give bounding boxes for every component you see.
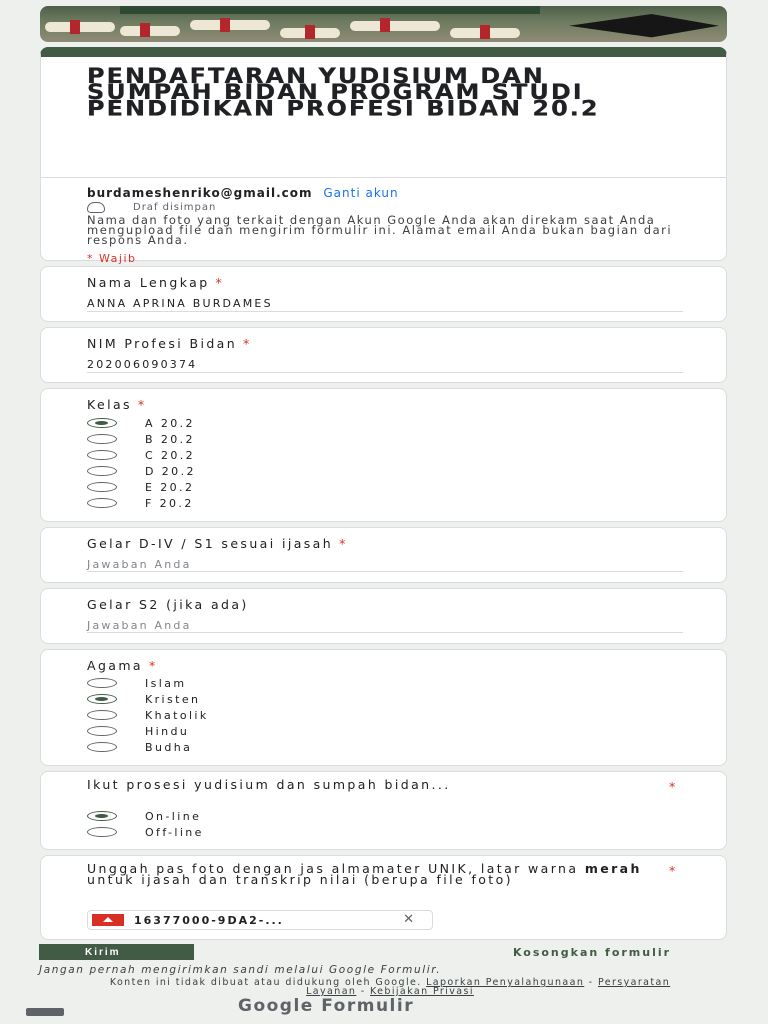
question-kelas: Kelas * A 20.2 B 20.2 C 20.2 D 20.2 E 20.2 F 20.2 bbox=[40, 388, 727, 522]
privacy-notice: Nama dan foto yang terkait dengan Akun Google Anda akan direkam saat Anda mengupload file dan mengirim formulir ini. Alamat email Anda bukan bagian dari respons Anda. bbox=[87, 213, 673, 247]
required-note: * Wajib bbox=[87, 252, 137, 265]
agama-option[interactable]: Kristen bbox=[87, 692, 200, 706]
question-gelar-s2: Gelar S2 (jika ada) Jawaban Anda bbox=[40, 588, 727, 644]
report-icon[interactable] bbox=[26, 1008, 64, 1016]
radio-button[interactable] bbox=[87, 434, 117, 444]
graduation-cap-icon bbox=[569, 14, 719, 40]
gelar-s2-input[interactable]: Jawaban Anda bbox=[87, 619, 192, 632]
password-warning: Jangan pernah mengirimkan sandi melalui Google Formulir. bbox=[39, 964, 442, 976]
nim-input[interactable]: 202006090374 bbox=[87, 358, 198, 371]
agama-option[interactable]: Hindu bbox=[87, 724, 189, 738]
prosesi-option[interactable]: Off-line bbox=[87, 825, 204, 839]
close-icon[interactable]: ✕ bbox=[403, 912, 414, 927]
kelas-option[interactable]: C 20.2 bbox=[87, 448, 195, 462]
cloud-icon bbox=[87, 202, 105, 213]
question-nim: NIM Profesi Bidan * 202006090374 bbox=[40, 327, 727, 383]
question-gelar-s1: Gelar D-IV / S1 sesuai ijasah * Jawaban Anda bbox=[40, 527, 727, 583]
radio-button[interactable] bbox=[87, 482, 117, 492]
radio-button[interactable] bbox=[87, 726, 117, 736]
image-file-icon bbox=[92, 914, 124, 926]
clear-form-button[interactable]: Kosongkan formulir bbox=[512, 945, 672, 959]
header-banner bbox=[40, 6, 727, 42]
gelar-s1-input[interactable]: Jawaban Anda bbox=[87, 558, 192, 571]
google-forms-logo: Google Formulir bbox=[238, 996, 415, 1016]
form-title: PENDAFTARAN YUDISIUM DAN SUMPAH BIDAN PROGRAM STUDI PENDIDIKAN PROFESI BIDAN 20.2 bbox=[87, 63, 600, 121]
account-row bbox=[87, 186, 399, 200]
question-nama: Nama Lengkap * ANNA APRINA BURDAMES bbox=[40, 266, 727, 322]
form-header-card bbox=[40, 47, 727, 265]
draft-status: Draf disimpan bbox=[87, 202, 216, 213]
prosesi-option[interactable]: On-line bbox=[87, 809, 201, 823]
kelas-option[interactable]: E 20.2 bbox=[87, 480, 194, 494]
radio-button[interactable] bbox=[87, 418, 117, 428]
terms-link[interactable]: Persyaratan Layanan bbox=[306, 977, 671, 997]
kelas-option[interactable]: F 20.2 bbox=[87, 496, 194, 510]
agama-option[interactable]: Khatolik bbox=[87, 708, 209, 722]
radio-button[interactable] bbox=[87, 498, 117, 508]
account-email: burdameshenriko@gmail.com bbox=[87, 186, 313, 200]
kelas-option[interactable]: D 20.2 bbox=[87, 464, 196, 478]
report-abuse-link[interactable]: Laporkan Penyalahgunaan bbox=[426, 977, 585, 988]
question-agama: Agama * Islam Kristen Khatolik Hindu Budha bbox=[40, 649, 727, 766]
question-foto: Unggah pas foto dengan jas almamater UNIK, latar warna merah untuk ijasah dan transkrip nilai (berupa file foto) * 16377000-9DA2-... ✕ bbox=[40, 855, 727, 940]
agama-option[interactable]: Islam bbox=[87, 676, 187, 690]
uploaded-file-chip[interactable] bbox=[87, 910, 433, 930]
kelas-option[interactable]: B 20.2 bbox=[87, 432, 195, 446]
file-name: 16377000-9DA2-... bbox=[134, 913, 284, 927]
radio-button[interactable] bbox=[87, 811, 117, 821]
radio-button[interactable] bbox=[87, 678, 117, 688]
nama-input[interactable]: ANNA APRINA BURDAMES bbox=[87, 297, 273, 310]
privacy-link[interactable]: Kebijakan Privasi bbox=[370, 986, 474, 997]
switch-account-link[interactable]: Ganti akun bbox=[323, 186, 399, 200]
radio-button[interactable] bbox=[87, 710, 117, 720]
agama-option[interactable]: Budha bbox=[87, 740, 192, 754]
radio-button[interactable] bbox=[87, 827, 117, 837]
radio-button[interactable] bbox=[87, 450, 117, 460]
question-prosesi: Ikut prosesi yudisium dan sumpah bidan... * On-line Off-line bbox=[40, 771, 727, 850]
submit-button[interactable]: Kirim bbox=[39, 944, 194, 960]
radio-button[interactable] bbox=[87, 694, 117, 704]
radio-button[interactable] bbox=[87, 466, 117, 476]
kelas-option[interactable]: A 20.2 bbox=[87, 416, 195, 430]
radio-button[interactable] bbox=[87, 742, 117, 752]
footer-disclaimer: Konten ini tidak dibuat atau didukung oleh Google. Laporkan Penyalahgunaan - Persyaratan Layanan - Kebijakan Privasi bbox=[109, 977, 671, 997]
